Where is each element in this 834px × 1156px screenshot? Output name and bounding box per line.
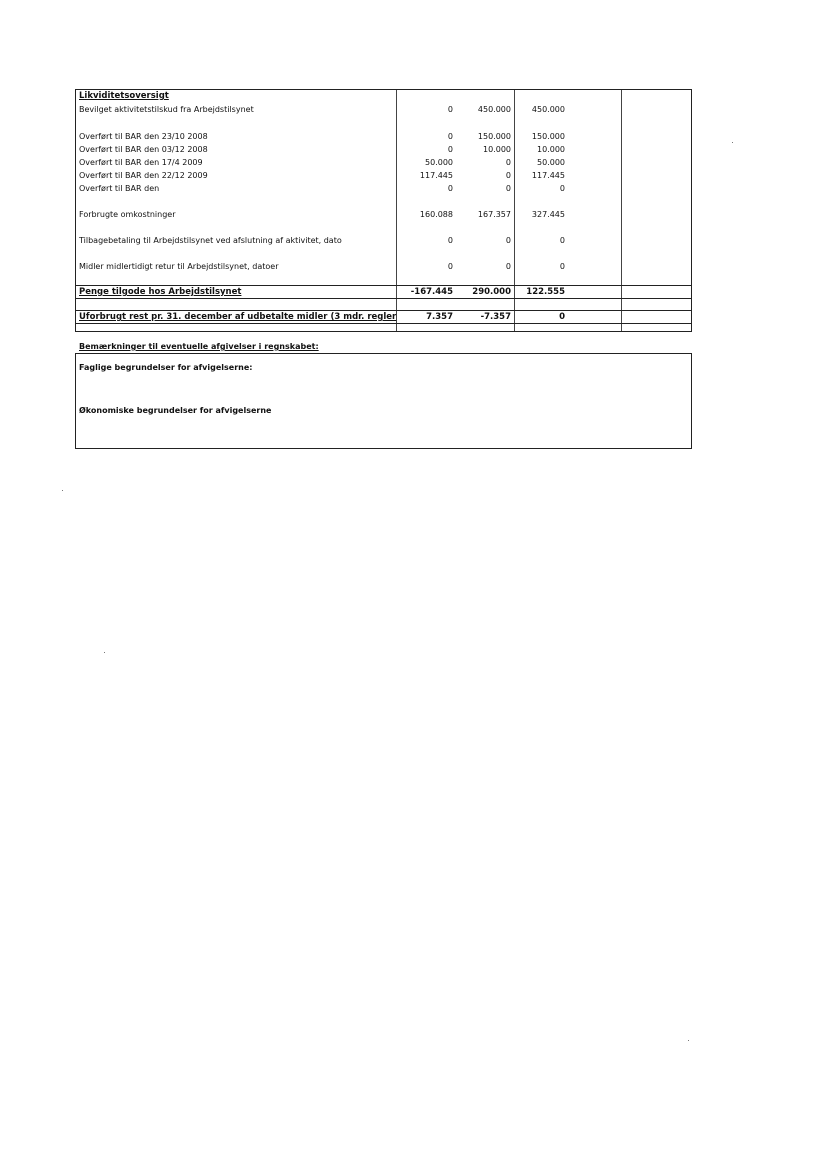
cell-value: 0 (505, 171, 511, 180)
table-title: Likviditetsoversigt (79, 91, 169, 101)
table-row (76, 182, 691, 195)
cell-value: 167.357 (477, 210, 511, 219)
table-row (76, 234, 691, 247)
cell-value: 10.000 (537, 145, 565, 154)
scan-speck (732, 142, 733, 143)
cell-value: 50.000 (425, 158, 453, 167)
remarks-title: Bemærkninger til eventuelle afgivelser i regnskabet: (79, 342, 319, 351)
row-label: Tilbagebetaling til Arbejdstilsynet ved afslutning af aktivitet, dato (79, 236, 342, 245)
cell-value: 10.000 (483, 145, 511, 154)
cell-value: 117.445 (531, 171, 565, 180)
cell-value: 0 (559, 262, 565, 271)
cell-value: 450.000 (531, 105, 565, 114)
row-label: Midler midlertidigt retur til Arbejdstilsynet, datoer (79, 262, 279, 271)
cell-value: 0 (505, 158, 511, 167)
row-label: Overført til BAR den (79, 184, 160, 193)
row-label: Uforbrugt rest pr. 31. december af udbetalte midler (3 mdr. regler (79, 312, 397, 322)
cell-value: 0 (447, 236, 453, 245)
table-header-row (76, 90, 691, 103)
penge-tilgode-row (76, 286, 691, 299)
faglige-heading: Faglige begrundelser for afvigelserne: (79, 363, 253, 372)
table-row (76, 103, 691, 116)
cell-value: 290.000 (472, 287, 511, 297)
cell-value: 0 (447, 184, 453, 193)
cell-value: 0 (505, 184, 511, 193)
table-row (76, 208, 691, 221)
scan-speck (688, 1040, 689, 1041)
cell-value: 150.000 (531, 132, 565, 141)
cell-value: 122.555 (526, 287, 565, 297)
cell-value: 117.445 (419, 171, 453, 180)
cell-value: 150.000 (477, 132, 511, 141)
cell-value: 450.000 (477, 105, 511, 114)
cell-value: 0 (447, 105, 453, 114)
cell-value: 160.088 (419, 210, 453, 219)
cell-value: 0 (447, 145, 453, 154)
table-row (76, 260, 691, 273)
row-label: Overført til BAR den 23/10 2008 (79, 132, 208, 141)
row-label: Overført til BAR den 22/12 2009 (79, 171, 208, 180)
scan-speck (104, 652, 105, 653)
cell-value: 0 (447, 262, 453, 271)
remarks-box (75, 353, 692, 449)
scan-speck (62, 490, 63, 491)
table-row (76, 130, 691, 143)
table-row (76, 169, 691, 182)
cell-value: -167.445 (410, 287, 453, 297)
liquidity-table (75, 89, 692, 332)
table-row (76, 143, 691, 156)
row-label: Forbrugte omkostninger (79, 210, 176, 219)
okonomiske-heading: Økonomiske begrundelser for afvigelserne (79, 406, 272, 415)
cell-value: 327.445 (531, 210, 565, 219)
cell-value: 7.357 (426, 312, 453, 322)
row-label: Penge tilgode hos Arbejdstilsynet (79, 287, 242, 297)
cell-value: 0 (559, 236, 565, 245)
row-label: Bevilget aktivitetstilskud fra Arbejdstilsynet (79, 105, 254, 114)
row-label: Overført til BAR den 03/12 2008 (79, 145, 208, 154)
cell-value: 0 (447, 132, 453, 141)
row-label: Overført til BAR den 17/4 2009 (79, 158, 203, 167)
cell-value: 50.000 (537, 158, 565, 167)
cell-value: 0 (559, 312, 565, 322)
table-row (76, 156, 691, 169)
uforbrugt-rest-row (76, 311, 691, 324)
cell-value: -7.357 (480, 312, 511, 322)
cell-value: 0 (505, 262, 511, 271)
cell-value: 0 (559, 184, 565, 193)
cell-value: 0 (505, 236, 511, 245)
